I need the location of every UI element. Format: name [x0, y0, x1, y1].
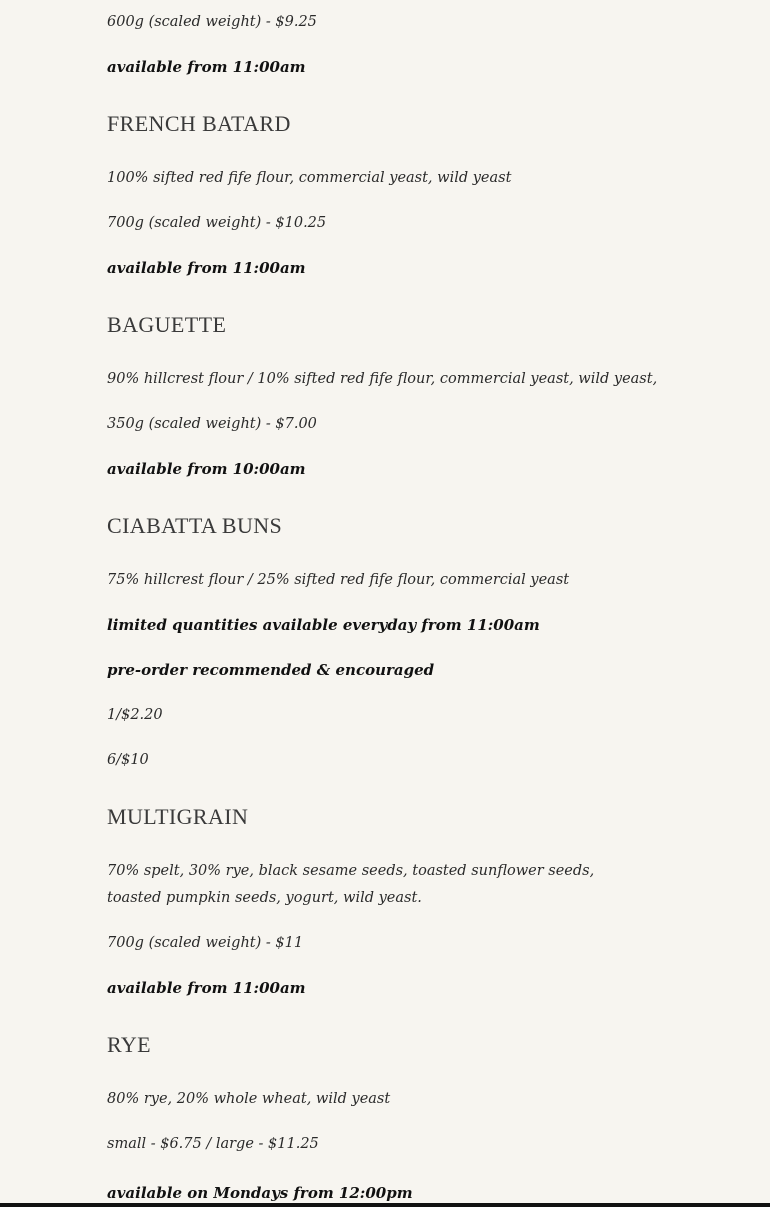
french-batard-availability: available from 11:00am — [107, 259, 306, 277]
baguette-availability: available from 10:00am — [107, 460, 306, 478]
ciabatta-price-single: 1/$2.20 — [107, 707, 163, 723]
top-item-weight: 600g (scaled weight) - $9.25 — [107, 14, 317, 30]
multigrain-availability: available from 11:00am — [107, 979, 306, 997]
rye-price: small - $6.75 / large - $11.25 — [107, 1136, 319, 1152]
ciabatta-availability: limited quantities available everyday from 11:00am — [107, 616, 540, 634]
ciabatta-price-six: 6/$10 — [107, 752, 149, 768]
rye-availability: available on Mondays from 12:00pm — [107, 1184, 413, 1202]
multigrain-ingredients: 70% spelt, 30% rye, black sesame seeds, toasted sunflower seeds, toasted pumpkin seeds, yogurt, wild yeast. — [107, 863, 595, 906]
baguette-title: BAGUETTE — [107, 312, 227, 337]
french-batard-title: FRENCH BATARD — [107, 111, 291, 136]
ciabatta-preorder-note: pre-order recommended & encouraged — [107, 661, 435, 679]
french-batard-ingredients: 100% sifted red fife flour, commercial yeast, wild yeast — [107, 170, 512, 186]
ciabatta-title: CIABATTA BUNS — [107, 513, 283, 538]
baguette-weight: 350g (scaled weight) - $7.00 — [107, 416, 317, 432]
baguette-ingredients: 90% hillcrest flour / 10% sifted red fife flour, commercial yeast, wild yeast, — [107, 371, 658, 387]
top-item-availability: available from 11:00am — [107, 58, 306, 76]
french-batard-weight: 700g (scaled weight) - $10.25 — [107, 215, 327, 231]
rye-title: RYE — [107, 1032, 151, 1057]
ciabatta-ingredients: 75% hillcrest flour / 25% sifted red fife flour, commercial yeast — [107, 572, 570, 588]
multigrain-weight: 700g (scaled weight) - $11 — [107, 935, 304, 951]
bottom-edge-bar — [0, 1203, 770, 1207]
rye-ingredients: 80% rye, 20% whole wheat, wild yeast — [107, 1091, 391, 1107]
multigrain-title: MULTIGRAIN — [107, 804, 249, 829]
